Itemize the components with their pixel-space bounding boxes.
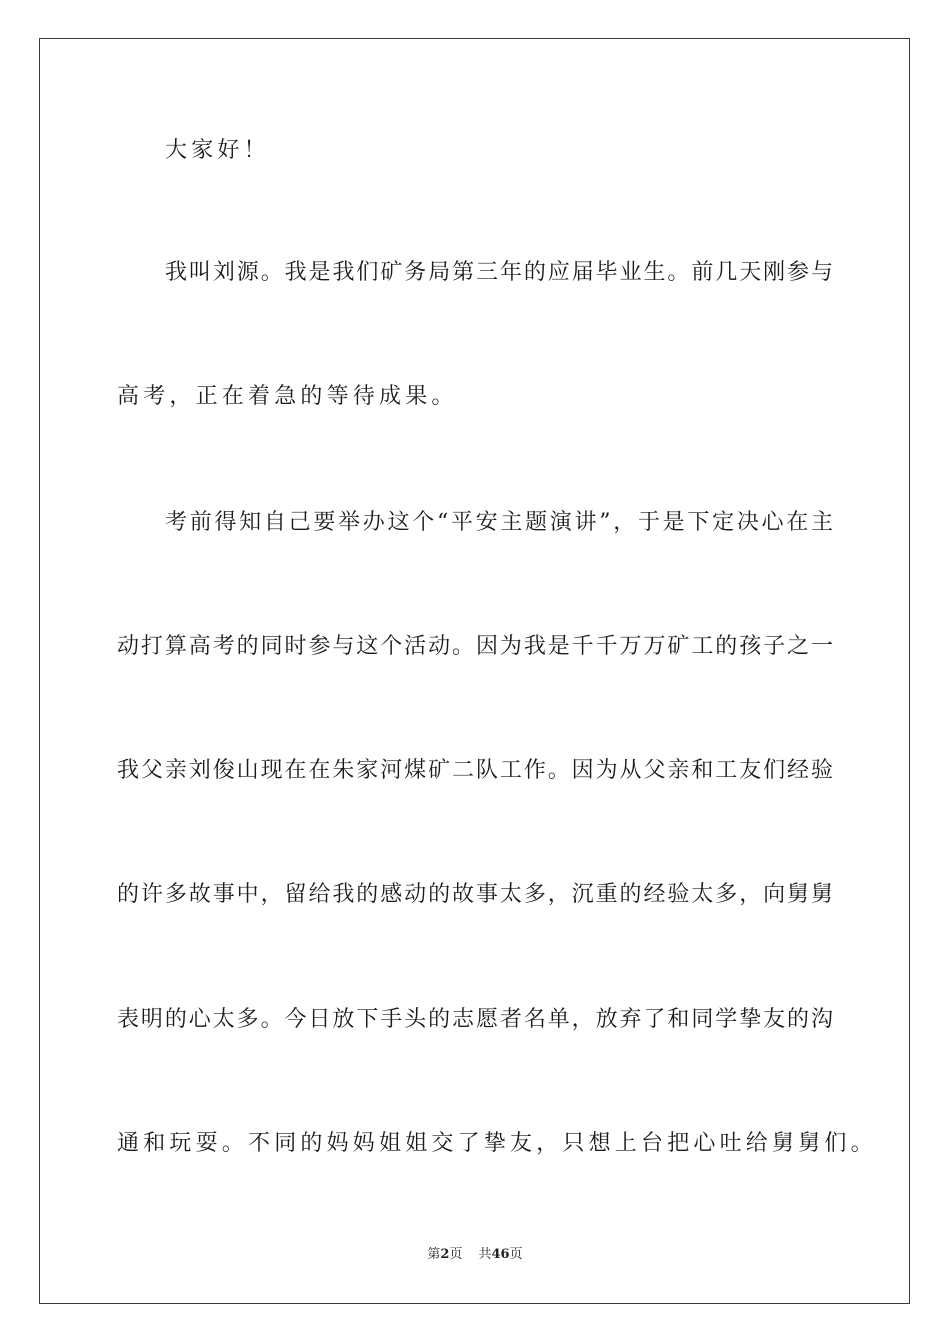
paragraph-line: 高考，正在着急的等待成果。	[117, 384, 458, 409]
page-suffix: 页	[449, 1247, 463, 1262]
page-border	[39, 38, 910, 1304]
page-number: 2	[440, 1247, 450, 1262]
paragraph-line: 表明的心太多。今日放下手头的志愿者名单，放弃了和同学挚友的沟	[117, 1007, 833, 1032]
total-pages-indicator	[478, 1247, 522, 1262]
total-suffix: 页	[509, 1247, 523, 1262]
page-prefix: 第	[427, 1247, 441, 1262]
page-indicator	[427, 1247, 462, 1262]
paragraph-line: 考前得知自己要举办这个“平安主题演讲”，于是下定决心在主	[165, 510, 833, 535]
page-footer	[0, 1246, 950, 1264]
paragraph-line: 我叫刘源。我是我们矿务局第三年的应届毕业生。前几天刚参与	[165, 260, 833, 285]
total-prefix: 共	[478, 1247, 492, 1262]
total-number: 46	[491, 1247, 510, 1262]
paragraph-greeting: 大家好！	[165, 138, 270, 163]
paragraph-line: 我父亲刘俊山现在在朱家河煤矿二队工作。因为从父亲和工友们经验	[117, 758, 833, 783]
paragraph-line: 通和玩耍。不同的妈妈姐姐交了挚友，只想上台把心吐给舅舅们。	[117, 1131, 877, 1156]
paragraph-line: 的许多故事中，留给我的感动的故事太多，沉重的经验太多，向舅舅	[117, 882, 833, 907]
paragraph-line: 动打算高考的同时参与这个活动。因为我是千千万万矿工的孩子之一	[117, 634, 833, 659]
